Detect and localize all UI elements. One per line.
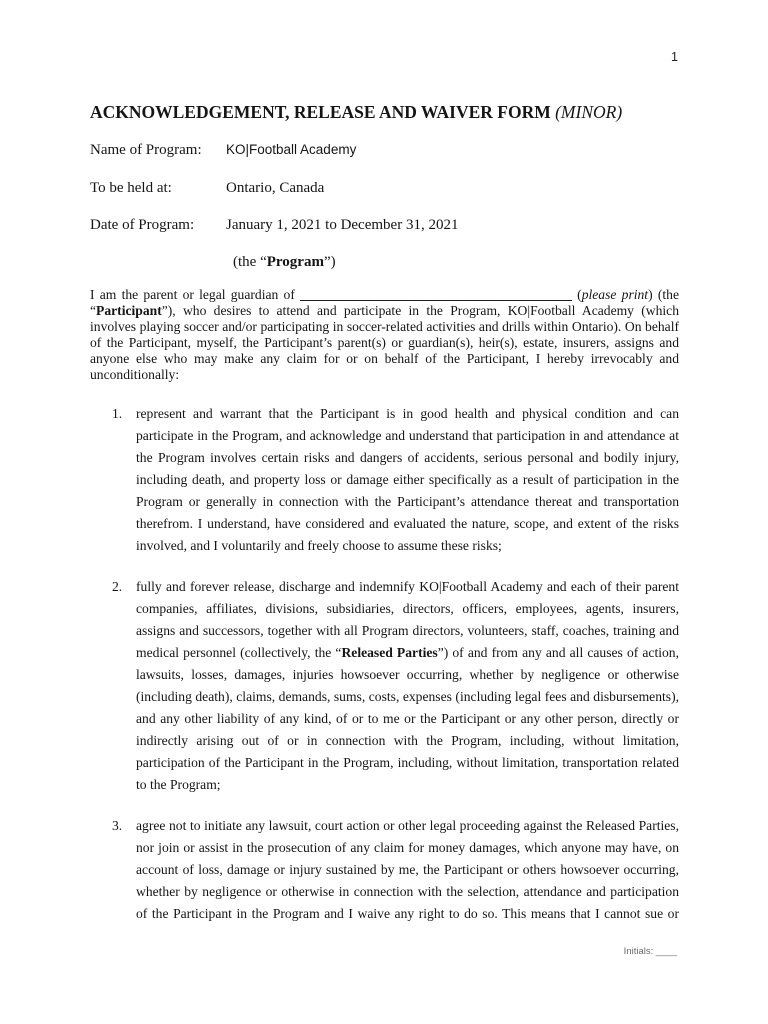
clause-2 [90,576,679,796]
field-row-dates [90,216,679,234]
clause-body [136,815,679,925]
page-number: 1 [671,50,678,64]
field-row-program-name [90,141,679,159]
clause-line: therefrom. I understand, have considered and evaluated the nature, scope, and extent of the risks [136,516,679,531]
field-label: To be held at: [90,179,172,196]
field-label: Name of Program: [90,142,202,158]
clause-body [136,403,679,557]
form-title [90,102,622,122]
location-value: Ontario, Canada [226,179,325,196]
form-title-main: ACKNOWLEDGEMENT, RELEASE AND WAIVER FORM [90,102,551,122]
text-run: ”), who desires to attend and participate in the Program, KO|Football Academy (which [161,303,679,318]
clause-3 [90,815,679,925]
clause-line: lawsuits, losses, damages, injuries howsoever occurring, whether by negligence or otherwise [136,667,679,682]
dates-value: January 1, 2021 to December 31, 2021 [226,217,459,233]
field-label: Date of Program: [90,217,195,233]
text-run: I am the parent or legal guardian of [90,287,301,302]
defined-term: Program [266,254,324,270]
clause-1 [90,403,679,557]
intro-line: of the Participant, myself, the Participant’s parent(s) or guardian(s), heir(s), estate, insurers, assigns and [90,335,679,350]
clause-line: (including death), claims, demands, sums, costs, expenses (including legal fees and disbursements), [136,689,679,704]
clause-line: indirectly arising out of or in connection with the Program, including, without limitation, [136,733,679,748]
program-name-value: KO|Football Academy [226,142,357,157]
intro-paragraph [90,287,679,383]
intro-line: unconditionally: [90,367,180,382]
clause-line: to the Program; [136,777,221,792]
clause-line: represent and warrant that the Participant is in good health and physical condition and can [136,406,679,421]
clause-body [136,576,679,796]
text-run: (the “ [233,254,267,270]
program-details [90,141,679,254]
intro-line: involves playing soccer and/or participating in soccer-related activities and drills within Ontario). On behalf [90,319,679,334]
clause-line: companies, affiliates, divisions, subsidiaries, directors, officers, employees, agents, insurers, [136,601,679,616]
form-title-suffix: (MINOR) [555,102,623,122]
text-run: ) (the [648,287,679,302]
clause-line: fully and forever release, discharge and indemnify KO|Football Academy and each of their parent [136,579,679,594]
clause-number: 2. [112,579,123,594]
defined-term: Released Parties [341,645,438,660]
text-run: ”) [323,254,336,270]
clause-line [136,642,679,664]
program-definition [233,253,336,271]
clause-line: assigns and successors, together with all Program directors, volunteers, staff, coaches, training and [136,623,679,638]
clause-line: and any other liability of any kind, of or to me or the Participant or any other person, directly or [136,711,679,726]
field-row-location [90,179,679,197]
participant-name-blank: ________________________________________ [300,287,572,302]
clause-line: agree not to initiate any lawsuit, court action or other legal proceeding against the Released Parties, [136,818,679,833]
defined-term: Participant [96,303,162,318]
clause-number: 1. [112,406,123,421]
clause-number: 3. [112,818,123,833]
clause-line: the Program involves certain risks and dangers of accidents, serious personal and bodily injury, [136,450,679,465]
clause-line: nor join or assist in the prosecution of any claim for money damages, which anyone may have, on [136,840,679,855]
clause-line: whether by negligence or otherwise in connection with the selection, attendance and participation [136,884,679,899]
clause-line: participate in the Program, and acknowledge and understand that participation in and attendance at [136,428,679,443]
clause-line: Program or generally in connection with the Participant’s attendance thereat and transportation [136,494,679,509]
intro-line [90,287,679,303]
text-run-italic: please print [581,287,649,302]
intro-line: anyone else who may make any claim for or on behalf of the Participant, I hereby irrevocably and [90,351,679,366]
clause-list [90,403,679,944]
text-run: medical personnel (collectively, the “ [136,645,342,660]
text-run: ( [571,287,582,302]
clause-line: including death, and property loss or damage either specifically as a result of participation in the [136,472,679,487]
clause-line: participation of the Participant in the Program, including, without limitation, transportation related [136,755,679,770]
text-run: ”) of and from any and all causes of action, [437,645,679,660]
initials-footer: Initials: ____ [623,946,677,957]
intro-line [90,303,679,319]
text-run: “ [90,303,97,318]
clause-line: involved, and I voluntarily and freely choose to assume these risks; [136,538,502,553]
clause-line: account of loss, damage or injury sustained by me, the Participant or others howsoever occurring, [136,862,679,877]
clause-line: of the Participant in the Program and I waive any right to do so. This means that I cannot sue or [136,906,679,921]
